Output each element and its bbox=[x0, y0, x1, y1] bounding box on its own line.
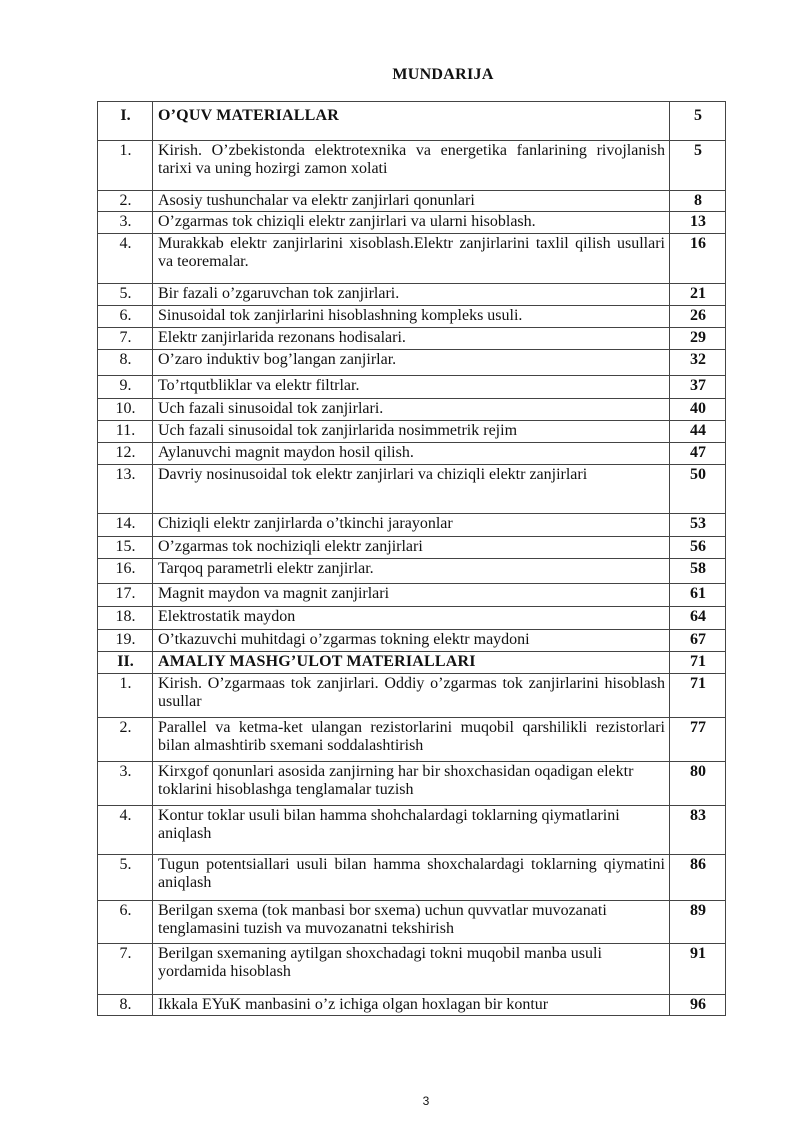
toc-row-title: Tarqoq parametrli elektr zanjirlar. bbox=[153, 559, 670, 584]
toc-row bbox=[98, 399, 726, 421]
table-of-contents bbox=[97, 101, 726, 1016]
toc-row-page: 77 bbox=[670, 718, 726, 762]
toc-row-page: 50 bbox=[670, 465, 726, 514]
toc-row bbox=[98, 630, 726, 652]
toc-row-number: 17. bbox=[98, 584, 153, 607]
toc-row bbox=[98, 234, 726, 284]
toc-row-title: Berilgan sxemaning aytilgan shoxchadagi tokni muqobil manba usuli yordamida hisoblash bbox=[153, 944, 670, 995]
toc-row-number: 1. bbox=[98, 141, 153, 191]
toc-row-title: Ikkala EYuK manbasini o’z ichiga olgan hoxlagan bir kontur bbox=[153, 995, 670, 1016]
toc-row-page: 58 bbox=[670, 559, 726, 584]
toc-row-page: 83 bbox=[670, 806, 726, 855]
toc-row-number: 18. bbox=[98, 607, 153, 630]
toc-row-title: O’zgarmas tok nochiziqli elektr zanjirlari bbox=[153, 537, 670, 559]
toc-row-number: 3. bbox=[98, 762, 153, 806]
toc-row-title: To’rtqutbliklar va elektr filtrlar. bbox=[153, 376, 670, 399]
toc-row-number: 8. bbox=[98, 995, 153, 1016]
toc-row bbox=[98, 284, 726, 306]
toc-section-row bbox=[98, 102, 726, 141]
toc-row-title: Murakkab elektr zanjirlarini xisoblash.Elektr zanjirlarini taxlil qilish usullari va teoremalar. bbox=[153, 234, 670, 284]
toc-row-title: AMALIY MASHG’ULOT MATERIALLARI bbox=[153, 652, 670, 674]
toc-row-number: 14. bbox=[98, 514, 153, 537]
toc-row-number: 15. bbox=[98, 537, 153, 559]
toc-row-number: 2. bbox=[98, 191, 153, 212]
toc-row bbox=[98, 191, 726, 212]
toc-row-number: 12. bbox=[98, 443, 153, 465]
toc-row-title: Kontur toklar usuli bilan hamma shohchalardagi toklarning qiymatlarini aniqlash bbox=[153, 806, 670, 855]
toc-row bbox=[98, 141, 726, 191]
toc-row-page: 29 bbox=[670, 328, 726, 350]
toc-row-page: 80 bbox=[670, 762, 726, 806]
toc-row-title: O’zgarmas tok chiziqli elektr zanjirlari va ularni hisoblash. bbox=[153, 212, 670, 234]
toc-row-title: Sinusoidal tok zanjirlarini hisoblashning kompleks usuli. bbox=[153, 306, 670, 328]
toc-row bbox=[98, 559, 726, 584]
toc-row-page: 44 bbox=[670, 421, 726, 443]
toc-row-title: Davriy nosinusoidal tok elektr zanjirlari va chiziqli elektr zanjirlari bbox=[153, 465, 670, 514]
toc-row-title: Kirxgof qonunlari asosida zanjirning har bir shoxchasidan oqadigan elektr toklarini hisoblashga tenglamalar tuzish bbox=[153, 762, 670, 806]
toc-row-page: 21 bbox=[670, 284, 726, 306]
toc-row-page: 71 bbox=[670, 674, 726, 718]
toc-row bbox=[98, 465, 726, 514]
toc-row bbox=[98, 537, 726, 559]
toc-row-page: 71 bbox=[670, 652, 726, 674]
toc-row-number: I. bbox=[98, 102, 153, 141]
toc-row-number: 9. bbox=[98, 376, 153, 399]
toc-row bbox=[98, 855, 726, 901]
toc-row-page: 5 bbox=[670, 102, 726, 141]
toc-row-page: 16 bbox=[670, 234, 726, 284]
toc-row-number: 1. bbox=[98, 674, 153, 718]
toc-row bbox=[98, 944, 726, 995]
toc-row-title: Uch fazali sinusoidal tok zanjirlarida nosimmetrik rejim bbox=[153, 421, 670, 443]
toc-row-number: 8. bbox=[98, 350, 153, 376]
page-number: 3 bbox=[422, 1094, 430, 1108]
toc-row-title: Kirish. O’zgarmaas tok zanjirlari. Oddiy o’zgarmas tok zanjirlarini hisoblash usullar bbox=[153, 674, 670, 718]
toc-row-title: O’tkazuvchi muhitdagi o’zgarmas tokning elektr maydoni bbox=[153, 630, 670, 652]
toc-section-row bbox=[98, 652, 726, 674]
toc-row-page: 40 bbox=[670, 399, 726, 421]
toc-row bbox=[98, 995, 726, 1016]
toc-row-title: Berilgan sxema (tok manbasi bor sxema) uchun quvvatlar muvozanati tenglamasini tuzish va muvozanatni tekshirish bbox=[153, 901, 670, 944]
toc-row-title: Uch fazali sinusoidal tok zanjirlari. bbox=[153, 399, 670, 421]
toc-row-number: 10. bbox=[98, 399, 153, 421]
toc-row-page: 96 bbox=[670, 995, 726, 1016]
toc-row-number: 6. bbox=[98, 306, 153, 328]
toc-row-page: 61 bbox=[670, 584, 726, 607]
toc-row-page: 8 bbox=[670, 191, 726, 212]
toc-row-title: Asosiy tushunchalar va elektr zanjirlari qonunlari bbox=[153, 191, 670, 212]
toc-row-page: 37 bbox=[670, 376, 726, 399]
toc-row-title: O’QUV MATERIALLAR bbox=[153, 102, 670, 141]
toc-row-page: 64 bbox=[670, 607, 726, 630]
toc-row-title: Elektr zanjirlarida rezonans hodisalari. bbox=[153, 328, 670, 350]
toc-row-page: 5 bbox=[670, 141, 726, 191]
toc-row-number: 3. bbox=[98, 212, 153, 234]
toc-row bbox=[98, 328, 726, 350]
toc-row bbox=[98, 376, 726, 399]
toc-row-title: Magnit maydon va magnit zanjirlari bbox=[153, 584, 670, 607]
toc-body bbox=[98, 102, 726, 1016]
toc-row-number: 4. bbox=[98, 234, 153, 284]
toc-row-number: 5. bbox=[98, 855, 153, 901]
page-title: MUNDARIJA bbox=[392, 66, 494, 83]
toc-row bbox=[98, 607, 726, 630]
toc-row bbox=[98, 306, 726, 328]
toc-row bbox=[98, 212, 726, 234]
toc-row bbox=[98, 718, 726, 762]
toc-row-page: 47 bbox=[670, 443, 726, 465]
toc-row-page: 56 bbox=[670, 537, 726, 559]
toc-row bbox=[98, 674, 726, 718]
toc-row bbox=[98, 350, 726, 376]
toc-row-number: 7. bbox=[98, 328, 153, 350]
toc-row-page: 13 bbox=[670, 212, 726, 234]
toc-row bbox=[98, 762, 726, 806]
toc-row-title: O’zaro induktiv bog’langan zanjirlar. bbox=[153, 350, 670, 376]
toc-row-title: Parallel va ketma-ket ulangan rezistorlarini muqobil qarshilikli rezistorlari bilan almashtirib sxemani soddalashtirish bbox=[153, 718, 670, 762]
toc-row-page: 67 bbox=[670, 630, 726, 652]
toc-row bbox=[98, 421, 726, 443]
toc-row-number: 11. bbox=[98, 421, 153, 443]
toc-row-number: 13. bbox=[98, 465, 153, 514]
toc-row bbox=[98, 901, 726, 944]
toc-row-title: Tugun potentsiallari usuli bilan hamma shoxchalardagi toklarning qiymatini aniqlash bbox=[153, 855, 670, 901]
toc-row-page: 89 bbox=[670, 901, 726, 944]
toc-row-title: Elektrostatik maydon bbox=[153, 607, 670, 630]
toc-row-title: Chiziqli elektr zanjirlarda o’tkinchi jarayonlar bbox=[153, 514, 670, 537]
toc-row-number: II. bbox=[98, 652, 153, 674]
toc-row-page: 32 bbox=[670, 350, 726, 376]
toc-row-page: 86 bbox=[670, 855, 726, 901]
toc-row-title: Aylanuvchi magnit maydon hosil qilish. bbox=[153, 443, 670, 465]
toc-row bbox=[98, 584, 726, 607]
toc-row-number: 5. bbox=[98, 284, 153, 306]
toc-row-number: 4. bbox=[98, 806, 153, 855]
toc-row-title: Kirish. O’zbekistonda elektrotexnika va energetika fanlarining rivojlanish tarixi va uning hozirgi zamon xolati bbox=[153, 141, 670, 191]
toc-row-page: 26 bbox=[670, 306, 726, 328]
toc-row-number: 16. bbox=[98, 559, 153, 584]
toc-row bbox=[98, 443, 726, 465]
toc-row-number: 6. bbox=[98, 901, 153, 944]
toc-row bbox=[98, 514, 726, 537]
toc-row-number: 2. bbox=[98, 718, 153, 762]
toc-row-number: 19. bbox=[98, 630, 153, 652]
toc-row-number: 7. bbox=[98, 944, 153, 995]
toc-row-page: 91 bbox=[670, 944, 726, 995]
toc-row-title: Bir fazali o’zgaruvchan tok zanjirlari. bbox=[153, 284, 670, 306]
toc-row-page: 53 bbox=[670, 514, 726, 537]
toc-row bbox=[98, 806, 726, 855]
